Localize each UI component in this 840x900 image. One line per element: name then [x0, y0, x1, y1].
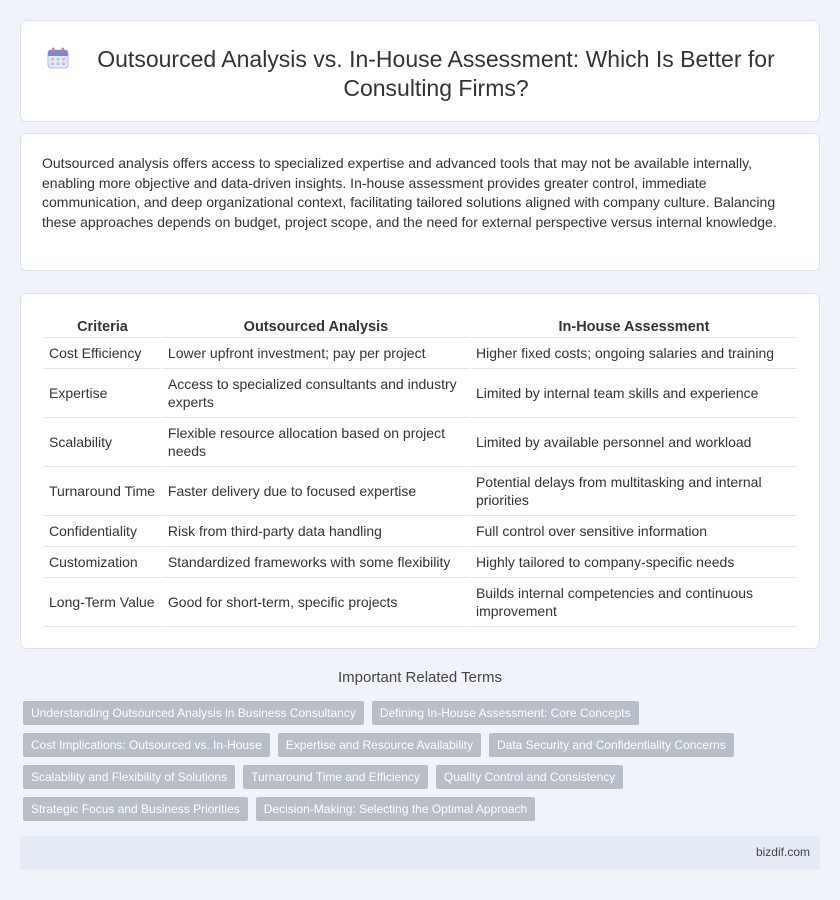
column-header-criteria: Criteria: [44, 316, 161, 338]
table-header-row: [44, 316, 797, 338]
table-cell-in-house: Higher fixed costs; ongoing salaries and training: [471, 338, 797, 369]
related-terms-list: [23, 701, 813, 829]
table-cell-outsourced: Flexible resource allocation based on project needs: [163, 418, 469, 467]
related-term-tag[interactable]: Understanding Outsourced Analysis in Business Consultancy: [23, 701, 364, 725]
table-row: [44, 418, 797, 467]
table-cell-in-house: Limited by available personnel and workload: [471, 418, 797, 467]
table-cell-outsourced: Lower upfront investment; pay per project: [163, 338, 469, 369]
related-term-tag[interactable]: Strategic Focus and Business Priorities: [23, 797, 248, 821]
table-cell-criteria: Long-Term Value: [44, 578, 161, 627]
table-cell-criteria: Cost Efficiency: [44, 338, 161, 369]
related-terms-title: Important Related Terms: [338, 669, 502, 686]
table-cell-in-house: Full control over sensitive information: [471, 516, 797, 547]
table-cell-criteria: Expertise: [44, 369, 161, 418]
table-row: [44, 547, 797, 578]
related-term-tag[interactable]: Decision-Making: Selecting the Optimal Approach: [256, 797, 535, 821]
table-cell-outsourced: Access to specialized consultants and industry experts: [163, 369, 469, 418]
table-row: [44, 369, 797, 418]
table-cell-in-house: Potential delays from multitasking and internal priorities: [471, 467, 797, 516]
table-cell-in-house: Highly tailored to company-specific needs: [471, 547, 797, 578]
table-cell-outsourced: Standardized frameworks with some flexibility: [163, 547, 469, 578]
related-term-tag[interactable]: Scalability and Flexibility of Solutions: [23, 765, 235, 789]
table-cell-outsourced: Good for short-term, specific projects: [163, 578, 469, 627]
footer: [20, 836, 820, 870]
table-cell-criteria: Scalability: [44, 418, 161, 467]
related-term-tag[interactable]: Cost Implications: Outsourced vs. In-House: [23, 733, 270, 757]
column-header-in-house: In-House Assessment: [471, 316, 797, 338]
related-term-tag[interactable]: Expertise and Resource Availability: [278, 733, 481, 757]
comparison-table-card: [20, 293, 820, 649]
table-cell-criteria: Confidentiality: [44, 516, 161, 547]
related-term-tag[interactable]: Defining In-House Assessment: Core Concepts: [372, 701, 639, 725]
table-cell-criteria: Customization: [44, 547, 161, 578]
related-term-tag[interactable]: Turnaround Time and Efficiency: [243, 765, 428, 789]
column-header-outsourced: Outsourced Analysis: [163, 316, 469, 338]
page-title: Outsourced Analysis vs. In-House Assessment: Which Is Better for Consulting Firms?: [97, 46, 775, 101]
table-cell-criteria: Turnaround Time: [44, 467, 161, 516]
table-cell-in-house: Builds internal competencies and continuous improvement: [471, 578, 797, 627]
related-term-tag[interactable]: Data Security and Confidentiality Concerns: [489, 733, 734, 757]
comparison-table: [42, 316, 799, 627]
intro-paragraph: Outsourced analysis offers access to specialized expertise and advanced tools that may not be available internally, enabling more objective and data-driven insights. In-house assessment provides greater control, immediate communication, and deep organizational context, facilitating tailored solutions aligned with company culture. Balancing these approaches depends on budget, project scope, and the need for external perspective versus internal knowledge.: [42, 155, 777, 230]
table-row: [44, 467, 797, 516]
table-row: [44, 578, 797, 627]
header-card: [20, 20, 820, 122]
site-link[interactable]: bizdif.com: [755, 845, 810, 859]
table-cell-outsourced: Risk from third-party data handling: [163, 516, 469, 547]
related-term-tag[interactable]: Quality Control and Consistency: [436, 765, 623, 789]
table-row: [44, 338, 797, 369]
table-row: [44, 516, 797, 547]
table-cell-outsourced: Faster delivery due to focused expertise: [163, 467, 469, 516]
table-cell-in-house: Limited by internal team skills and experience: [471, 369, 797, 418]
intro-card: [20, 133, 820, 271]
